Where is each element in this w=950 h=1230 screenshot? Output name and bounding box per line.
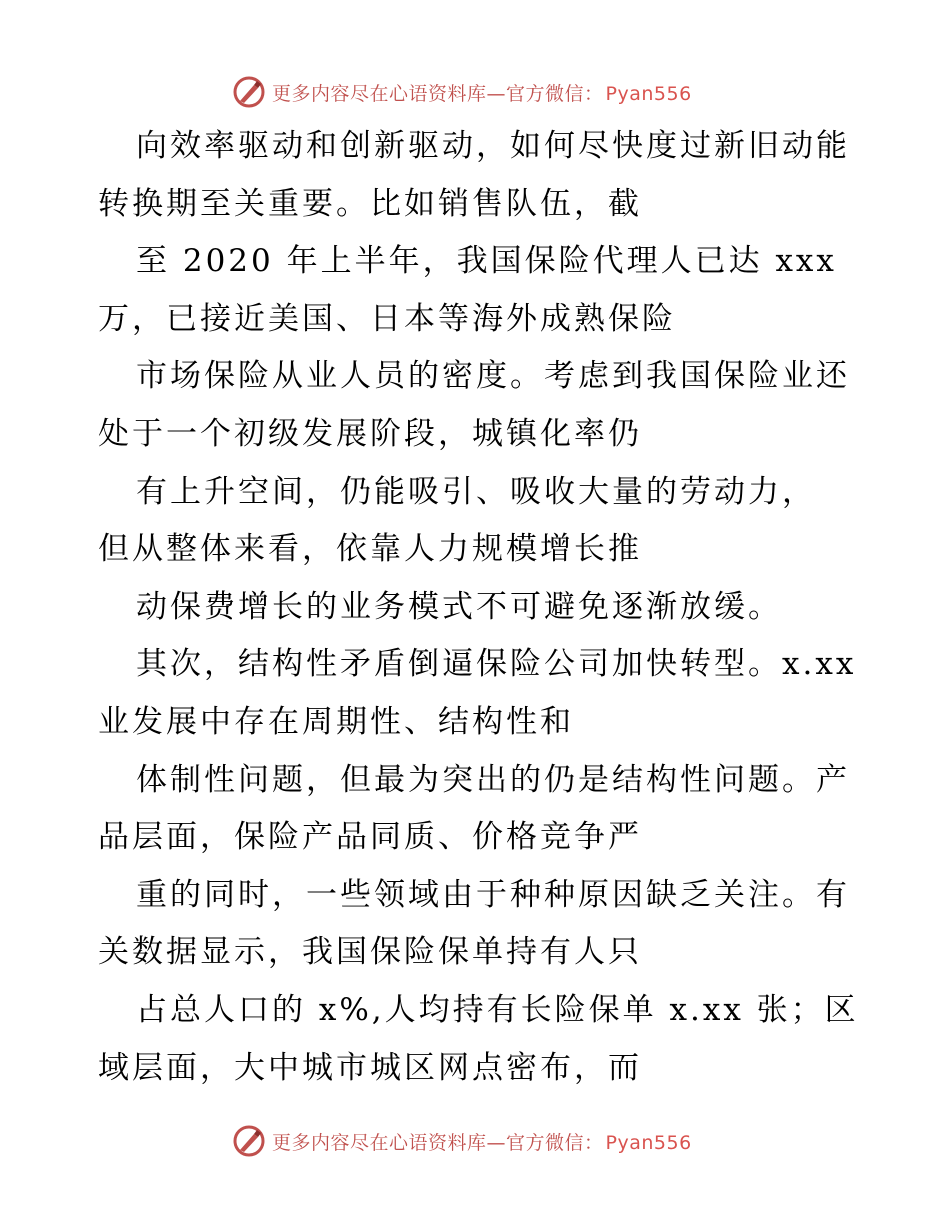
- text-line: 其次，结构性矛盾倒逼保险公司加快转型。x.xx: [136, 646, 857, 683]
- text-line: 但从整体来看，依靠人力规模增长推: [98, 531, 642, 568]
- text-line: 万，已接近美国、日本等海外成熟保险: [98, 300, 676, 337]
- red-pen-circle-logo-icon: [232, 1124, 266, 1158]
- text-line: 处于一个初级发展阶段，城镇化率仍: [98, 415, 642, 452]
- footer-watermark: [232, 1121, 752, 1161]
- text-line: 动保费增长的业务模式不可避免逐渐放缓。: [136, 588, 782, 625]
- text-line: 市场保险从业人员的密度。考虑到我国保险业还: [136, 358, 850, 395]
- text-line: 关数据显示，我国保险保单持有人只: [98, 934, 642, 971]
- text-line: 重的同时，一些领域由于种种原因缺乏关注。有: [136, 876, 850, 913]
- watermark-text: 更多内容尽在心语资料库—官方微信： Pyan556: [272, 1131, 692, 1154]
- text-line: 域层面，大中城市城区网点密布，而: [98, 1049, 642, 1086]
- header-watermark: [232, 72, 752, 112]
- text-line: 业发展中存在周期性、结构性和: [98, 703, 574, 740]
- text-line: 体制性问题，但最为突出的仍是结构性问题。产: [136, 761, 850, 798]
- text-line: 向效率驱动和创新驱动，如何尽快度过新旧动能: [136, 128, 850, 164]
- text-line: 至 2020 年上半年，我国保险代理人已达 xxx: [136, 243, 837, 280]
- text-line: 转换期至关重要。比如销售队伍，截: [98, 185, 642, 222]
- text-line: 占总人口的 x%,人均持有长险保单 x.xx 张；区: [136, 991, 859, 1028]
- document-body: [98, 118, 858, 1097]
- text-line: 有上升空间，仍能吸引、吸收大量的劳动力，: [136, 473, 816, 510]
- text-line: 品层面，保险产品同质、价格竞争严: [98, 819, 642, 856]
- red-pen-circle-logo-icon: [232, 75, 266, 109]
- watermark-text: 更多内容尽在心语资料库—官方微信： Pyan556: [272, 82, 692, 105]
